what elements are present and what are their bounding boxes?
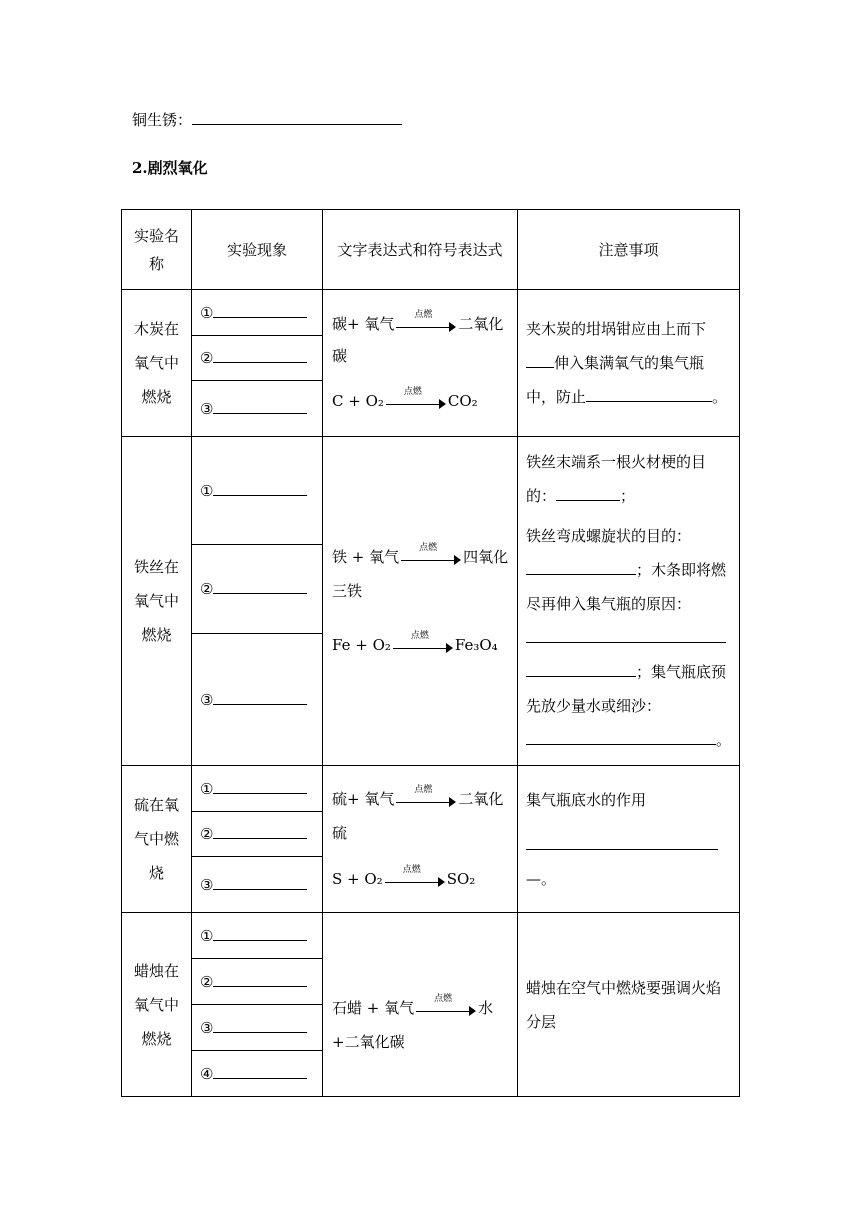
header-expression: 文字表达式和符号表达式 <box>323 210 518 290</box>
answer-blank[interactable] <box>213 690 307 705</box>
phenomenon-cell: ① <box>192 290 323 336</box>
table-row-iron <box>122 437 740 545</box>
experiment-name: 木炭在氧气中燃烧 <box>122 290 192 437</box>
phenomenon-cell: ③ <box>192 1005 323 1051</box>
notes-cell: 集气瓶底水的作用 —。 <box>518 766 740 913</box>
copper-rust-line <box>132 109 402 131</box>
answer-blank[interactable] <box>213 875 307 890</box>
notes-cell: 夹木炭的坩埚钳应由上而下 伸入集满氧气的集气瓶中，防止 。 <box>518 290 740 437</box>
answer-blank[interactable] <box>526 662 636 677</box>
expression-cell: 碳+ 氧气 点燃 二氧化碳 C + O₂ 点燃 CO₂ <box>323 290 518 437</box>
answer-blank[interactable] <box>213 972 307 987</box>
reaction-arrow: 点燃 <box>416 1002 476 1016</box>
notes-cell: 蜡烛在空气中燃烧要强调火焰分层 <box>518 913 740 1097</box>
phenomenon-cell: ② <box>192 336 323 381</box>
section-title: 2.剧烈氧化 <box>132 159 208 177</box>
answer-blank[interactable] <box>213 303 307 318</box>
table-row-sulfur <box>122 766 740 812</box>
expression-cell: 铁 + 氧气 点燃 四氧化三铁 Fe + O₂ 点燃 Fe₃O₄ <box>323 437 518 766</box>
answer-blank[interactable] <box>213 399 307 414</box>
phenomenon-cell: ③ <box>192 381 323 437</box>
copper-rust-label: 铜生锈： <box>132 111 193 129</box>
answer-blank[interactable] <box>556 486 620 501</box>
header-phenomenon: 实验现象 <box>192 210 323 290</box>
answer-blank[interactable] <box>213 1018 307 1033</box>
answer-blank[interactable] <box>213 926 307 941</box>
table-row-candle <box>122 913 740 959</box>
notes-cell: 铁丝末端系一根火材梗的目的： ； 铁丝弯成螺旋状的目的：；木条即将燃尽再伸入集气瓶的原因：；集气瓶底预先放少量水或细沙：。 <box>518 437 740 766</box>
experiment-name: 铁丝在氧气中燃烧 <box>122 437 192 766</box>
table-row-charcoal <box>122 290 740 336</box>
reaction-arrow: 点燃 <box>385 873 445 887</box>
phenomenon-cell: ② <box>192 959 323 1005</box>
phenomenon-cell: ④ <box>192 1051 323 1097</box>
phenomenon-cell: ② <box>192 545 323 634</box>
expression-cell: 硫+ 氧气 点燃 二氧化硫 S + O₂ 点燃 SO₂ <box>323 766 518 913</box>
phenomenon-cell: ② <box>192 812 323 857</box>
answer-blank[interactable] <box>586 387 712 402</box>
phenomenon-cell: ① <box>192 437 323 545</box>
header-name: 实验名称 <box>122 210 192 290</box>
phenomenon-cell: ③ <box>192 634 323 766</box>
answer-blank[interactable] <box>213 779 307 794</box>
reaction-arrow: 点燃 <box>396 793 456 807</box>
phenomenon-cell: ③ <box>192 857 323 913</box>
answer-blank[interactable] <box>526 353 554 368</box>
reaction-arrow: 点燃 <box>393 639 453 653</box>
answer-blank[interactable] <box>526 730 716 745</box>
copper-rust-blank[interactable] <box>192 110 402 125</box>
reaction-arrow: 点燃 <box>386 395 446 409</box>
table-header-row <box>122 210 740 290</box>
answer-blank[interactable] <box>213 1064 307 1079</box>
answer-blank[interactable] <box>213 824 307 839</box>
answer-blank[interactable] <box>526 835 718 850</box>
expression-cell: 石蜡 + 氧气 点燃 水+二氧化碳 <box>323 913 518 1097</box>
answer-blank[interactable] <box>526 628 726 643</box>
experiment-name: 硫在氧气中燃烧 <box>122 766 192 913</box>
header-notes: 注意事项 <box>518 210 740 290</box>
phenomenon-cell: ① <box>192 913 323 959</box>
reaction-arrow: 点燃 <box>401 551 461 565</box>
answer-blank[interactable] <box>213 579 307 594</box>
phenomenon-cell: ① <box>192 766 323 812</box>
reaction-arrow: 点燃 <box>396 318 456 332</box>
answer-blank[interactable] <box>213 348 307 363</box>
answer-blank[interactable] <box>526 560 636 575</box>
answer-blank[interactable] <box>213 481 307 496</box>
experiment-name: 蜡烛在氧气中燃烧 <box>122 913 192 1097</box>
oxidation-table <box>121 209 740 1097</box>
